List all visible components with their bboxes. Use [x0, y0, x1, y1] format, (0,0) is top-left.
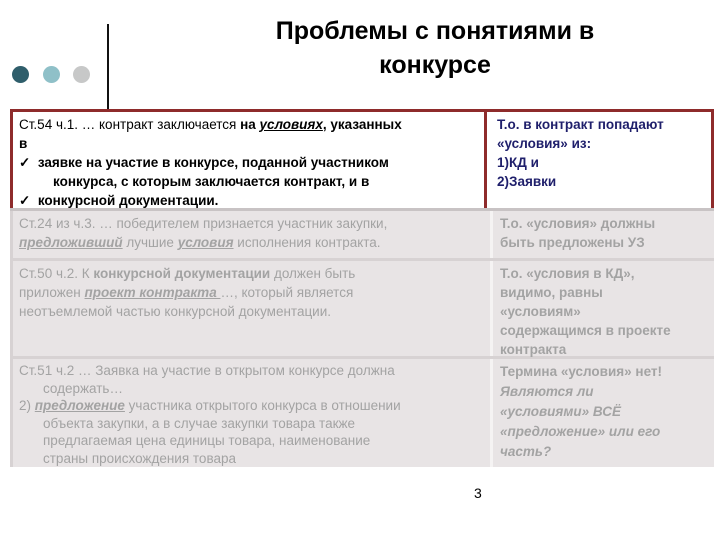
- comparison-table: [10, 109, 714, 467]
- check-icon: ✓: [19, 155, 31, 170]
- row1-left-cell: Ст.54 ч.1. … контракт заключается на условиях, указанных в ✓ заявке на участие в конкурсе, поданной участником конкурса, с которым заключается контракт, и в ✓ конкурсной документации.: [10, 112, 487, 208]
- row4-right-cell: Термина «условия» нет! Являются ли «условиями» ВСЁ «предложение» или его часть?: [490, 359, 714, 467]
- decor-dot-grey: [73, 66, 90, 83]
- check-item-1: ✓ заявке на участие в конкурсе, поданной участником конкурса, с которым заключается контракт, и в: [19, 155, 389, 189]
- page-number: 3: [474, 485, 482, 501]
- title-line-2: конкурсе: [379, 51, 491, 79]
- table-row: [10, 261, 714, 359]
- check-item-2: ✓ конкурсной документации.: [19, 193, 219, 208]
- row3-right-cell: Т.о. «условия в КД», видимо, равны «условиям» содержащимся в проекте контракта: [490, 261, 714, 356]
- row1-right-cell: Т.о. в контракт попадают «условия» из: 1)КД и 2)Заявки: [490, 112, 714, 208]
- table-row: [10, 109, 714, 211]
- check-icon: ✓: [19, 193, 31, 208]
- row2-left-cell: Ст.24 из ч.3. … победителем признается участник закупки, предложивший лучшие условия исполнения контракта.: [10, 211, 487, 258]
- row3-left-cell: Ст.50 ч.2. К конкурсной документации должен быть приложен проект контракта …, который является неотъемлемой частью конкурсной документации.: [10, 261, 487, 356]
- slide-title: [150, 14, 720, 82]
- decor-dot-light: [43, 66, 60, 83]
- table-row: [10, 211, 714, 261]
- table-row: [10, 359, 714, 467]
- decor-dot-dark: [12, 66, 29, 83]
- row4-left-cell: Ст.51 ч.2 … Заявка на участие в открытом конкурсе должна содержать… 2) предложение участника открытого конкурса в отношении объекта закупки, а в случае закупки товара также предлагаемая цена единицы товара, наименование страны происхождения товара: [10, 359, 487, 467]
- decor-vertical-line: [107, 24, 109, 110]
- row2-right-cell: Т.о. «условия» должны быть предложены УЗ: [490, 211, 714, 258]
- title-line-1: Проблемы с понятиями в: [275, 17, 595, 45]
